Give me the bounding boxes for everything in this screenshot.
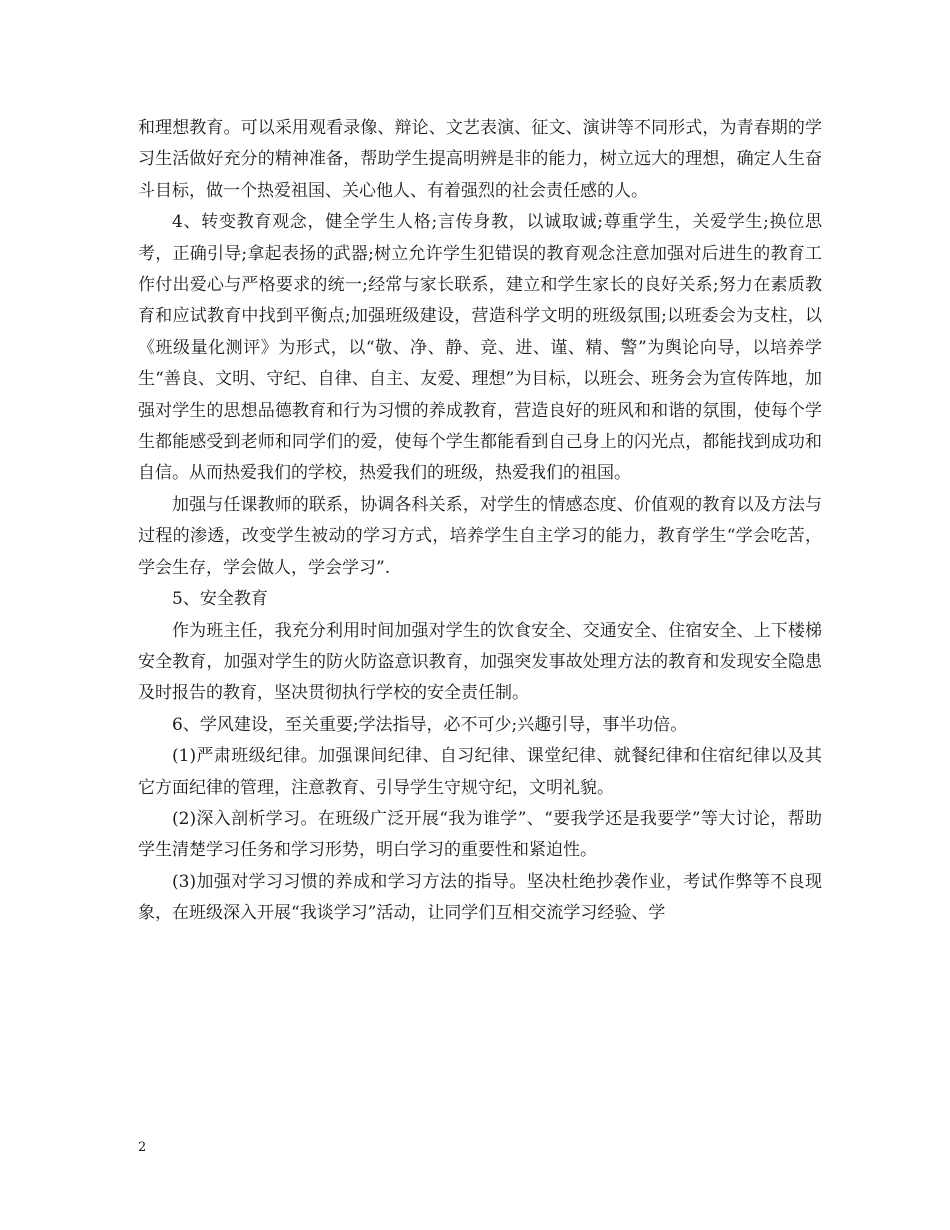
paragraph-9: (3)加强对学习习惯的养成和学习方法的指导。坚决杜绝抄袭作业，考试作弊等不良现象，在班级深入开展“我谈学习”活动，让同学们互相交流学习经验、学 [138,871,822,924]
paragraph-3: 加强与任课教师的联系，协调各科关系，对学生的情感态度、价值观的教育以及方法与过程的渗透，改变学生被动的学习方式，培养学生自主学习的能力，教育学生“学会吃苦，学会生存，学会做人，学会学习”. [138,494,822,578]
section-heading-study-style: 6、学风建设，至关重要;学法指导，必不可少;兴趣引导，事半功倍。 [172,714,688,735]
section-heading-safety: 5、安全教育 [172,589,268,610]
page-number: 2 [138,1140,147,1155]
paragraph-1: 和理想教育。可以采用观看录像、辩论、文艺表演、征文、演讲等不同形式，为青春期的学习生活做好充分的精神准备，帮助学生提高明辨是非的能力，树立远大的理想，确定人生奋斗目标，做一个热爱祖国、关心他人、有着强烈的社会责任感的人。 [138,118,822,201]
paragraph-2: 4、转变教育观念，健全学生人格;言传身教，以诚取诚;尊重学生，关爱学生;换位思考，正确引导;拿起表扬的武器;树立允许学生犯错误的教育观念注意加强对后进生的教育工作付出爱心与严格要求的统一;经常与家长联系，建立和学生家长的良好关系;努力在素质教育和应试教育中找到平衡点;加强班级建设，营造科学文明的班级氛围;以班委会为支柱，以《班级量化测评》为形式，以“敬、净、静、竞、进、谨、精、警”为舆论向导，以培养学生“善良、文明、守纪、自律、自主、友爱、理想”为目标，以班会、班务会为宣传阵地，加强对学生的思想品德教育和行为习惯的养成教育，营造良好的班风和和谐的氛围，使每个学生都能感受到老师和同学们的爱，使每个学生都能看到自己身上的闪光点，都能找到成功和自信。从而热爱我们的学校，热爱我们的班级，热爱我们的祖国。 [138,212,822,484]
page-body [138,113,822,930]
paragraph-8: (2)深入剖析学习。在班级广泛开展“我为谁学”、“要我学还是我要学”等大讨论，帮助学生清楚学习任务和学习形势，明白学习的重要性和紧迫性。 [138,808,822,861]
paragraph-7: (1)严肃班级纪律。加强课间纪律、自习纪律、课堂纪律、就餐纪律和住宿纪律以及其它方面纪律的管理，注意教育、引导学生守规守纪，文明礼貌。 [138,746,822,798]
paragraph-5: 作为班主任，我充分利用时间加强对学生的饮食安全、交通安全、住宿安全、上下楼梯安全教育，加强对学生的防火防盗意识教育，加强突发事故处理方法的教育和发现安全隐患及时报告的教育，坚决贯彻执行学校的安全责任制。 [138,620,822,704]
